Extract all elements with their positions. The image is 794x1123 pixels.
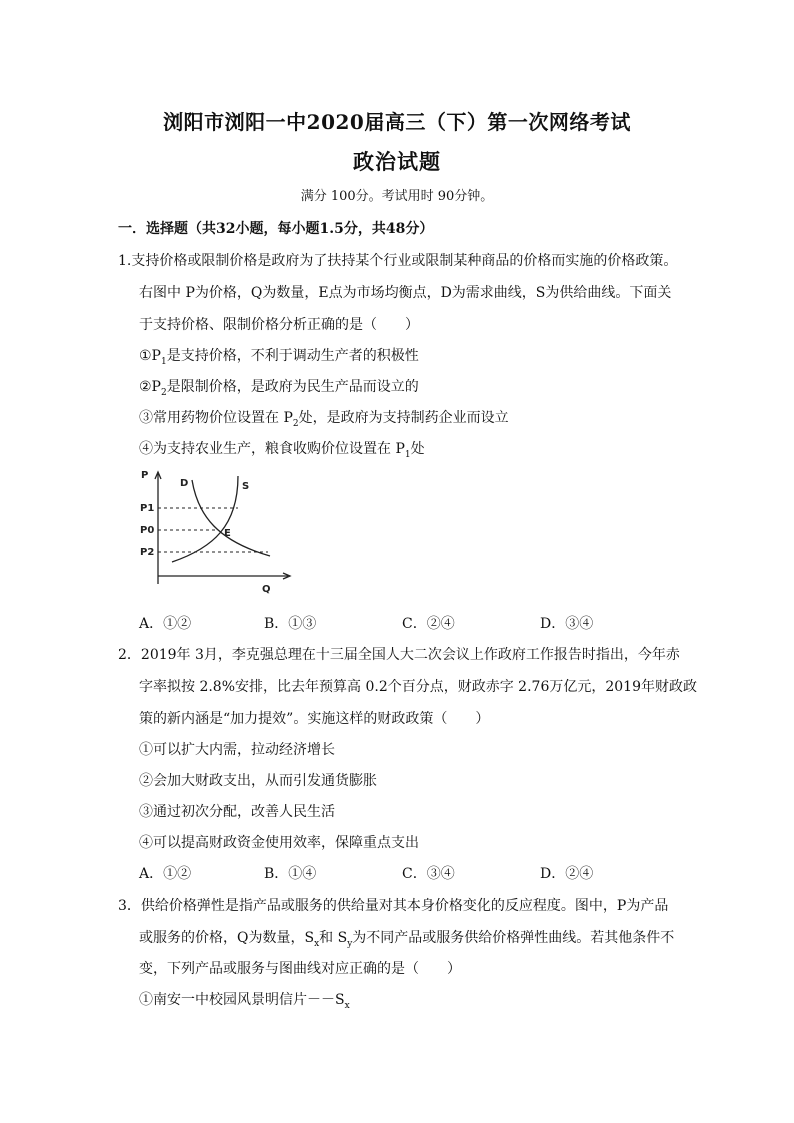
q3-item-1-text: ①南安一中校园风景明信片－－S <box>139 992 345 1008</box>
q3-line-2-text-a: 或服务的价格，Q为数量，S <box>139 930 315 946</box>
q2-option-b[interactable]: B．①④ <box>264 866 317 882</box>
q2-item-1: ①可以扩大内需，拉动经济增长 <box>139 742 335 758</box>
equilibrium-label: E <box>224 528 231 539</box>
q1-item-2 <box>139 376 419 398</box>
q1-item-2-text-a: ②P <box>139 379 161 395</box>
q3-line-2-text-b: 和 S <box>319 930 348 946</box>
q2-option-d[interactable]: D．②④ <box>540 866 594 882</box>
q1-option-a[interactable]: A．①② <box>139 616 192 632</box>
q3-line-3: 变，下列产品或服务与图曲线对应正确的是（ ） <box>139 961 461 977</box>
q1-line-1: 1.支持价格或限制价格是政府为了扶持某个行业或限制某种商品的价格而实施的价格政策。 <box>118 253 678 269</box>
q3-line-2-text-c: 为不同产品或服务供给价格弹性曲线。若其他条件不 <box>352 930 675 946</box>
q1-option-c[interactable]: C．②④ <box>402 616 455 632</box>
demand-curve <box>192 480 270 556</box>
q2-item-3: ③通过初次分配，改善人民生活 <box>139 804 335 820</box>
q2-option-c[interactable]: C．③④ <box>402 866 455 882</box>
q1-item-1-text-b: 是支持价格，不利于调动生产者的积极性 <box>166 348 419 364</box>
q2-option-a[interactable]: A．①② <box>139 866 192 882</box>
q3-item-1 <box>139 989 350 1011</box>
q-axis-label: Q <box>262 584 271 595</box>
section-heading: 一．选择题（共32小题，每小题1.5分，共48分） <box>118 221 434 237</box>
q1-option-d[interactable]: D．③④ <box>540 616 594 632</box>
q2-line-2: 字率拟按 2.8%安排，比去年预算高 0.2个百分点，财政赤字 2.76万亿元，2019年财政政 <box>139 679 697 695</box>
q1-option-b[interactable]: B．①③ <box>264 616 317 632</box>
q1-item-3 <box>139 407 509 429</box>
exam-note: 满分 100分。考试用时 90分钟。 <box>300 189 494 204</box>
q1-item-3-text-b: 处，是政府为支持制药企业而设立 <box>298 410 509 426</box>
q2-line-1: 2．2019年 3月，李克强总理在十三届全国人大二次会议上作政府工作报告时指出，今年赤 <box>118 647 680 663</box>
q1-line-2: 右图中 P为价格，Q为数量，E点为市场均衡点，D为需求曲线，S为供给曲线。下面关 <box>139 285 672 301</box>
q3-sub-x: x <box>314 938 320 949</box>
q3-line-2 <box>139 927 674 949</box>
q1-line-3: 于支持价格、限制价格分析正确的是（ ） <box>139 317 419 333</box>
q1-item-1 <box>139 345 419 367</box>
q2-item-4: ④可以提高财政资金使用效率，保障重点支出 <box>139 835 419 851</box>
supply-label: S <box>242 481 250 492</box>
demand-label: D <box>180 478 189 489</box>
exam-title: 浏阳市浏阳一中2020届高三（下）第一次网络考试 <box>163 110 631 134</box>
supply-demand-graph <box>138 466 298 596</box>
q1-item-4-text-a: ④为支持农业生产，粮食收购价位设置在 P <box>139 441 405 457</box>
p0-label: P0 <box>140 525 155 536</box>
q3-item-1-sub: x <box>344 1000 350 1011</box>
q1-item-4-text-b: 处 <box>410 441 425 457</box>
q1-item-3-sub: 2 <box>292 418 299 429</box>
p-axis-label: P <box>141 470 149 481</box>
q1-item-2-sub: 2 <box>160 387 167 398</box>
q1-options <box>139 613 665 633</box>
q1-item-3-text-a: ③常用药物价位设置在 P <box>139 410 293 426</box>
q1-item-1-sub: 1 <box>160 356 167 367</box>
q1-item-4-sub: 1 <box>404 449 411 460</box>
q2-options <box>139 863 665 883</box>
q3-sub-y: y <box>347 938 353 949</box>
q2-item-2: ②会加大财政支出，从而引发通货膨胀 <box>139 773 377 789</box>
exam-subtitle: 政治试题 <box>353 149 441 174</box>
q1-item-2-text-b: 是限制价格，是政府为民生产品而设立的 <box>166 379 419 395</box>
p2-label: P2 <box>140 547 155 558</box>
q1-item-1-text-a: ①P <box>139 348 161 364</box>
q1-item-4 <box>139 438 425 460</box>
p1-label: P1 <box>140 503 155 514</box>
q2-line-3: 策的新内涵是“加力提效”。实施这样的财政政策（ ） <box>139 711 490 727</box>
q3-line-1: 3．供给价格弹性是指产品或服务的供给量对其本身价格变化的反应程度。图中，P为产品 <box>118 898 669 914</box>
